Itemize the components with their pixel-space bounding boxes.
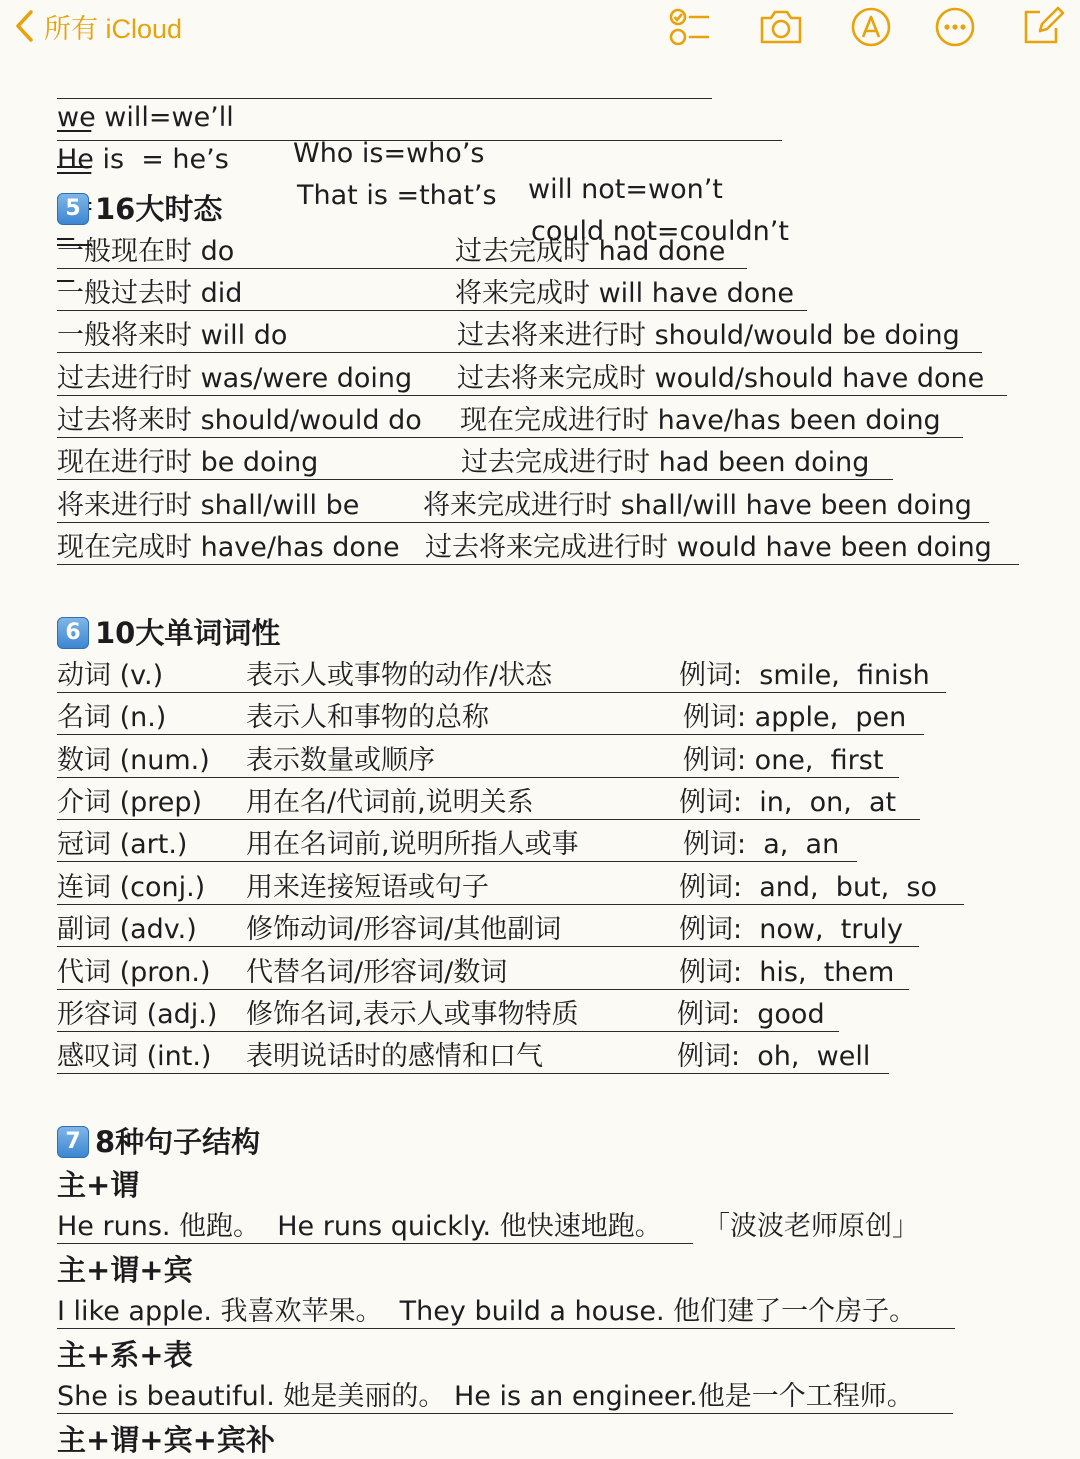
underline xyxy=(57,1031,839,1032)
tense-name: 将来完成时 will have done xyxy=(455,278,794,309)
pos-example: 例词: oh, well xyxy=(677,1041,871,1072)
pos-description: 表示人和事物的总称 xyxy=(246,702,489,733)
underline xyxy=(57,777,899,778)
keycap-6-icon: 6 xyxy=(57,617,89,649)
pos-name: 形容词 (adj.) xyxy=(57,999,218,1030)
underline xyxy=(57,1073,889,1074)
tense-name: 现在完成时 have/has done xyxy=(57,532,400,563)
pos-name: 连词 (conj.) xyxy=(57,872,206,903)
underline xyxy=(57,395,1007,396)
underline xyxy=(57,140,782,141)
pos-description: 代替名词/形容词/数词 xyxy=(246,957,508,988)
pos-example: 例词: a, an xyxy=(683,829,840,860)
tense-name: 过去将来完成进行时 would have been doing xyxy=(425,532,992,563)
pos-description: 修饰名词,表示人或事物特质 xyxy=(246,999,579,1030)
underline xyxy=(57,861,857,862)
pos-description: 表示人或事物的动作/状态 xyxy=(246,660,553,691)
structure-label: 主+谓+宾+宾补 xyxy=(57,1423,275,1457)
underline xyxy=(57,522,989,523)
example-text: I like apple. 我喜欢苹果。 They build a house. 他们建了一个房子。 xyxy=(57,1296,917,1327)
underline xyxy=(57,1328,955,1329)
pos-example: 例词: now, truly xyxy=(679,914,904,945)
pos-example: 例词: smile, finish xyxy=(679,660,930,691)
underline xyxy=(57,268,747,269)
underline xyxy=(57,819,920,820)
contraction: could not=couldn’t xyxy=(531,216,789,247)
pos-description: 修饰动词/形容词/其他副词 xyxy=(246,914,562,945)
keycap-5-icon: 5 xyxy=(57,193,89,225)
notes-toolbar xyxy=(0,0,1080,56)
pos-name: 数词 (num.) xyxy=(57,745,210,776)
example-text: He runs. 他跑。 He runs quickly. 他快速地跑。 xyxy=(57,1211,662,1242)
structure-label: 主+谓+宾 xyxy=(57,1253,193,1287)
pos-name: 冠词 (art.) xyxy=(57,829,188,860)
contraction: will not=won’t xyxy=(528,174,723,205)
underline xyxy=(57,904,964,905)
underline xyxy=(57,692,946,693)
compose-icon[interactable] xyxy=(1018,4,1068,50)
example-text: She is beautiful. 她是美丽的。 He is an engineer.他是一个工程师。 xyxy=(57,1381,914,1412)
pos-example: 例词: in, on, at xyxy=(679,787,897,818)
underline xyxy=(57,437,963,438)
back-label: 所有 iCloud xyxy=(44,13,183,44)
tense-name: 一般现在时 do xyxy=(57,236,235,267)
underline xyxy=(57,479,893,480)
underline xyxy=(57,946,919,947)
structure-label: 主+系+表 xyxy=(57,1338,193,1372)
tense-name: 现在进行时 be doing xyxy=(57,447,319,478)
tense-name: 现在完成进行时 have/has been doing xyxy=(460,405,941,436)
pos-name: 名词 (n.) xyxy=(57,702,167,733)
underline xyxy=(57,310,807,311)
tense-name: 过去进行时 was/were doing xyxy=(57,363,413,394)
pos-name: 介词 (prep) xyxy=(57,787,203,818)
tense-name: 一般将来时 will do xyxy=(57,320,288,351)
pos-example: 例词: good xyxy=(677,999,825,1030)
pos-example: 例词: apple, pen xyxy=(683,702,907,733)
pos-description: 用来连接短语或句子 xyxy=(246,872,489,903)
tense-name: 过去完成进行时 had been doing xyxy=(461,447,870,478)
underline xyxy=(57,98,712,99)
markup-icon[interactable] xyxy=(846,4,896,50)
contraction: we will=we’ll xyxy=(57,102,234,133)
contraction: He is = he’s xyxy=(57,144,229,175)
tense-name: 过去完成时 had done xyxy=(455,236,726,267)
section-heading-sentence xyxy=(57,1123,260,1161)
underline xyxy=(57,1413,953,1414)
structure-label: 主+谓 xyxy=(57,1168,140,1202)
section-heading-tenses xyxy=(57,190,222,228)
pos-name: 动词 (v.) xyxy=(57,660,164,691)
pos-example: 例词: and, but, so xyxy=(679,872,937,903)
author-note: 「波波老师原创」 xyxy=(703,1211,919,1242)
underline xyxy=(57,564,1019,565)
pos-description: 用在名词前,说明所指人或事 xyxy=(246,829,579,860)
tense-name: 过去将来时 should/would do xyxy=(57,405,422,436)
underline xyxy=(57,734,924,735)
keycap-7-icon: 7 xyxy=(57,1126,89,1158)
underline xyxy=(57,1243,693,1244)
pos-name: 副词 (adv.) xyxy=(57,914,197,945)
contraction: Who is=who’s xyxy=(293,138,485,169)
pos-description: 表示数量或顺序 xyxy=(246,745,435,776)
pos-name: 代词 (pron.) xyxy=(57,957,211,988)
underline xyxy=(57,352,982,353)
back-button[interactable] xyxy=(12,6,182,46)
tense-name: 一般过去时 did xyxy=(57,278,243,309)
chevron-left-icon xyxy=(12,8,38,44)
pos-description: 表明说话时的感情和口气 xyxy=(246,1041,543,1072)
contraction: That is =that’s xyxy=(297,180,497,211)
section-title: 16大时态 xyxy=(95,192,223,226)
tense-name: 过去将来进行时 should/would be doing xyxy=(457,320,960,351)
section-title: 8种句子结构 xyxy=(95,1125,261,1159)
pos-name: 感叹词 (int.) xyxy=(57,1041,212,1072)
camera-icon[interactable] xyxy=(756,4,806,50)
pos-description: 用在名/代词前,说明关系 xyxy=(246,787,534,818)
underline xyxy=(57,989,909,990)
tense-name: 过去将来完成时 would/should have done xyxy=(457,363,985,394)
section-title: 10大单词词性 xyxy=(95,616,281,650)
tense-name: 将来进行时 shall/will be xyxy=(57,490,360,521)
section-heading-pos xyxy=(57,614,280,652)
pos-example: 例词: his, them xyxy=(679,957,895,988)
tense-name: 将来完成进行时 shall/will have been doing xyxy=(423,490,972,521)
pos-example: 例词: one, first xyxy=(683,745,884,776)
checklist-icon[interactable] xyxy=(664,4,714,50)
more-icon[interactable] xyxy=(930,4,980,50)
